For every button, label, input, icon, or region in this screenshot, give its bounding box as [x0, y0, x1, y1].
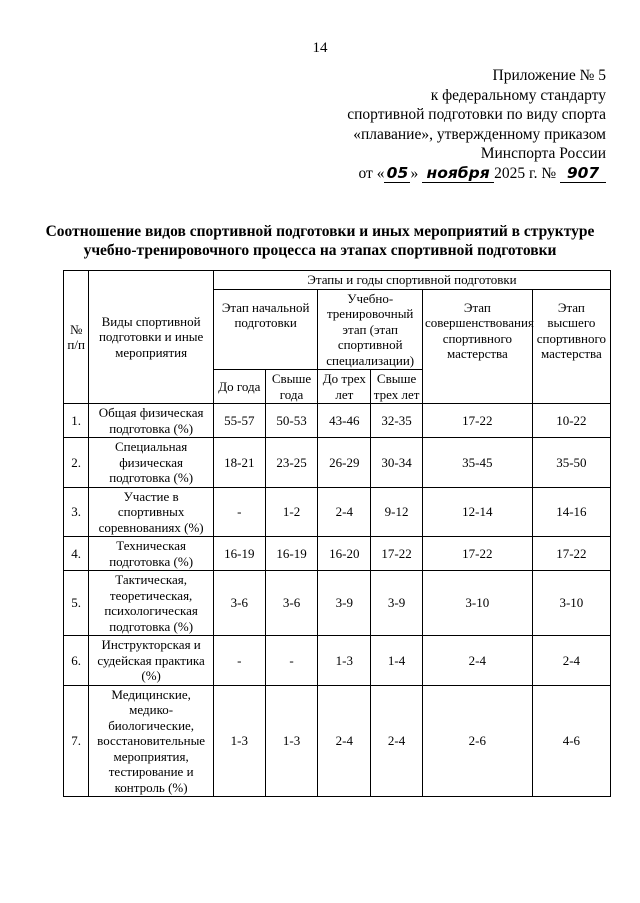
table-body	[64, 404, 611, 797]
row-value: 3-9	[371, 571, 423, 636]
order-month: ноября	[422, 165, 494, 183]
row-value: 18-21	[213, 438, 265, 488]
row-value: 1-3	[213, 685, 265, 797]
row-value: 35-45	[422, 438, 532, 488]
row-value: 2-4	[532, 636, 610, 686]
row-value: 3-6	[213, 571, 265, 636]
appendix-title: Приложение № 5	[492, 67, 606, 84]
table-row	[64, 487, 611, 537]
row-value: 1-2	[265, 487, 318, 537]
header-stages-group: Этапы и годы спортивной подготовки	[213, 271, 610, 290]
appendix-line-4: «плавание», утвержденному приказом	[353, 125, 606, 143]
table-row	[64, 685, 611, 797]
header-stage-perfection: Этап совершенствования спортивного мастерства	[422, 289, 532, 404]
row-number: 2.	[64, 438, 89, 488]
row-value: 50-53	[265, 404, 318, 438]
row-number: 6.	[64, 636, 89, 686]
row-value: 26-29	[318, 438, 371, 488]
appendix-header	[276, 66, 606, 183]
title-line-1: Соотношение видов спортивной подготовки и иных мероприятий в структуре	[45, 223, 595, 240]
training-ratio-table	[63, 270, 611, 797]
header-stage-initial: Этап начальной подготовки	[213, 289, 318, 370]
order-date-line	[276, 164, 606, 184]
row-value: 2-4	[371, 685, 423, 797]
row-kind: Инструкторская и судейская практика (%)	[89, 636, 214, 686]
row-value: 23-25	[265, 438, 318, 488]
order-year: 2025 г. №	[494, 164, 557, 182]
header-sub-up-to-year: До года	[213, 370, 265, 404]
row-value: 2-6	[422, 685, 532, 797]
row-value: 1-3	[265, 685, 318, 797]
row-value: 14-16	[532, 487, 610, 537]
row-number: 4.	[64, 537, 89, 571]
header-num: № п/п	[64, 271, 89, 404]
page-number: 14	[312, 40, 328, 56]
appendix-line-5: Минспорта России	[480, 145, 606, 162]
table-row	[64, 571, 611, 636]
row-value: 3-6	[265, 571, 318, 636]
row-kind: Специальная физическая подготовка (%)	[89, 438, 214, 488]
row-value: 10-22	[532, 404, 610, 438]
row-value: 17-22	[422, 537, 532, 571]
row-value: 30-34	[371, 438, 423, 488]
row-value: 35-50	[532, 438, 610, 488]
row-value: 55-57	[213, 404, 265, 438]
row-value: 17-22	[422, 404, 532, 438]
row-kind: Техническая подготовка (%)	[89, 537, 214, 571]
row-value: 17-22	[371, 537, 423, 571]
row-number: 1.	[64, 404, 89, 438]
row-value: 3-9	[318, 571, 371, 636]
table-row	[64, 537, 611, 571]
header-sub-up-to-three: До трех лет	[318, 370, 371, 404]
date-mid: »	[410, 164, 419, 182]
header-stage-training: Учебно-тренировочный этап (этап спортивной специализации)	[318, 289, 423, 370]
table-row	[64, 636, 611, 686]
row-number: 7.	[64, 685, 89, 797]
row-value: 12-14	[422, 487, 532, 537]
header-sub-over-year: Свыше года	[265, 370, 318, 404]
document-title	[40, 222, 600, 260]
row-value: -	[213, 487, 265, 537]
appendix-line-2: к федеральному стандарту	[430, 86, 606, 104]
header-kinds: Виды спортивной подготовки и иные мероприятия	[89, 271, 214, 404]
row-value: 9-12	[371, 487, 423, 537]
row-value: 2-4	[422, 636, 532, 686]
row-value: 16-19	[213, 537, 265, 571]
row-kind: Медицинские, медико-биологические, восстановительные мероприятия, тестирование и контроль (%)	[89, 685, 214, 797]
order-day: 05	[384, 165, 410, 183]
row-kind: Общая физическая подготовка (%)	[89, 404, 214, 438]
header-sub-over-three: Свыше трех лет	[371, 370, 423, 404]
row-value: 1-3	[318, 636, 371, 686]
title-line-2: учебно-тренировочного процесса на этапах спортивной подготовки	[83, 242, 557, 259]
table-row	[64, 438, 611, 488]
header-stage-highest: Этап высшего спортивного мастерства	[532, 289, 610, 404]
row-value: 3-10	[422, 571, 532, 636]
row-value: 16-20	[318, 537, 371, 571]
date-prefix: от «	[358, 164, 385, 182]
row-value: 32-35	[371, 404, 423, 438]
row-value: 3-10	[532, 571, 610, 636]
row-value: 1-4	[371, 636, 423, 686]
row-value: -	[265, 636, 318, 686]
row-number: 5.	[64, 571, 89, 636]
row-value: 43-46	[318, 404, 371, 438]
row-value: 2-4	[318, 685, 371, 797]
row-kind: Участие в спортивных соревнованиях (%)	[89, 487, 214, 537]
row-value: 17-22	[532, 537, 610, 571]
row-value: 2-4	[318, 487, 371, 537]
row-kind: Тактическая, теоретическая, психологическая подготовка (%)	[89, 571, 214, 636]
row-value: 4-6	[532, 685, 610, 797]
order-number: 907	[560, 165, 606, 183]
appendix-line-3: спортивной подготовки по виду спорта	[347, 106, 606, 123]
table-row	[64, 404, 611, 438]
row-value: -	[213, 636, 265, 686]
row-value: 16-19	[265, 537, 318, 571]
row-number: 3.	[64, 487, 89, 537]
